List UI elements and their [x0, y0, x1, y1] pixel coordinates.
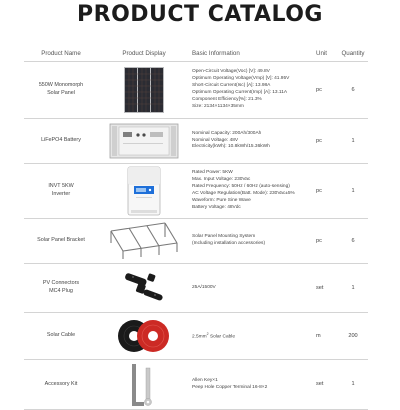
product-display-cell	[98, 119, 190, 164]
product-display-cell	[98, 164, 190, 219]
product-display-cell	[98, 219, 190, 264]
quantity-cell: 1	[338, 264, 368, 313]
table-row	[24, 313, 368, 360]
mc4-connector-icon	[121, 268, 167, 308]
solar-panel-icon	[124, 67, 164, 113]
table-row	[24, 164, 368, 219]
quantity-cell: 1	[338, 360, 368, 410]
product-display-cell	[98, 313, 190, 360]
header-unit: Unit	[314, 45, 338, 62]
table-row	[24, 264, 368, 313]
catalog-title: PRODUCT CATALOG	[77, 2, 323, 27]
product-display-cell	[98, 264, 190, 313]
header-quantity: Quantity	[338, 45, 368, 62]
product-display-cell	[98, 62, 190, 119]
header-basic-information: Basic Information	[190, 45, 314, 62]
unit-cell: pc	[314, 62, 338, 119]
quantity-cell: 1	[338, 164, 368, 219]
product-name-cell: INVT 5KW Inverter	[24, 164, 98, 219]
product-name-cell: Accessory Kit	[24, 360, 98, 410]
table-row	[24, 62, 368, 119]
quantity-cell: 1	[338, 119, 368, 164]
unit-cell: pc	[314, 219, 338, 264]
unit-cell: set	[314, 360, 338, 410]
accessory-kit-icon	[124, 362, 164, 408]
inverter-icon	[127, 166, 161, 216]
quantity-cell: 6	[338, 219, 368, 264]
basic-information-cell: 25A/1500V	[190, 264, 314, 313]
basic-information-cell: Nominal Capacity: 200Ah/300Ah Nominal Voltage: 48V Electricity(kWh): 10.8kWh/15.36kWh	[190, 119, 314, 164]
table-header-row	[24, 45, 368, 62]
basic-information-cell: $2.5mm^2$ Solar Cable	[190, 313, 314, 360]
quantity-cell: 200	[338, 313, 368, 360]
unit-cell: pc	[314, 164, 338, 219]
header-product-name: Product Name	[24, 45, 98, 62]
product-name-cell: 550W Monomorph Solar Panel	[24, 62, 98, 119]
solar-cable-icon	[115, 317, 173, 355]
product-name-cell: LiFePO4 Battery	[24, 119, 98, 164]
basic-information-cell: Open-Circuit Voltage(Voc) [V]: 49.8V Optimum Operating Voltage(Vmp) [V]: 41.95V Short-Circuit Current(Isc) [A]: 13.98A Optimum Operating Current(Imp) [A]: 13.11A Component Efficiency[%]: 21.3% Size: 2134×1134×35mm	[190, 62, 314, 119]
product-table	[24, 45, 368, 410]
solar-panel-bracket-icon	[105, 221, 183, 261]
table-row	[24, 119, 368, 164]
table-row	[24, 219, 368, 264]
table-row	[24, 360, 368, 410]
basic-information-cell: Rated Power: 5KW Max. Input Voltage: 230Vac Rated Frequency: 50Hz / 60Hz (auto-sensing) AC Voltage Regulation(Batt. Mode): 230Vac±5% Waveform: Pure Sine Wave Battery Voltage: 48Vdc	[190, 164, 314, 219]
product-name-cell: Solar Panel Bracket	[24, 219, 98, 264]
product-name-cell: Solar Cable	[24, 313, 98, 360]
product-name-cell: PV Connectors MC4 Plug	[24, 264, 98, 313]
basic-information-cell: Allen Key×1 Peep Hole Copper Terminal 16-8×2	[190, 360, 314, 410]
unit-cell: set	[314, 264, 338, 313]
unit-cell: pc	[314, 119, 338, 164]
quantity-cell: 6	[338, 62, 368, 119]
lifepo4-battery-icon	[109, 123, 179, 159]
unit-cell: m	[314, 313, 338, 360]
basic-information-cell: Solar Panel Mounting System (Including installation accessories)	[190, 219, 314, 264]
header-product-display: Product Display	[98, 45, 190, 62]
product-display-cell	[98, 360, 190, 410]
